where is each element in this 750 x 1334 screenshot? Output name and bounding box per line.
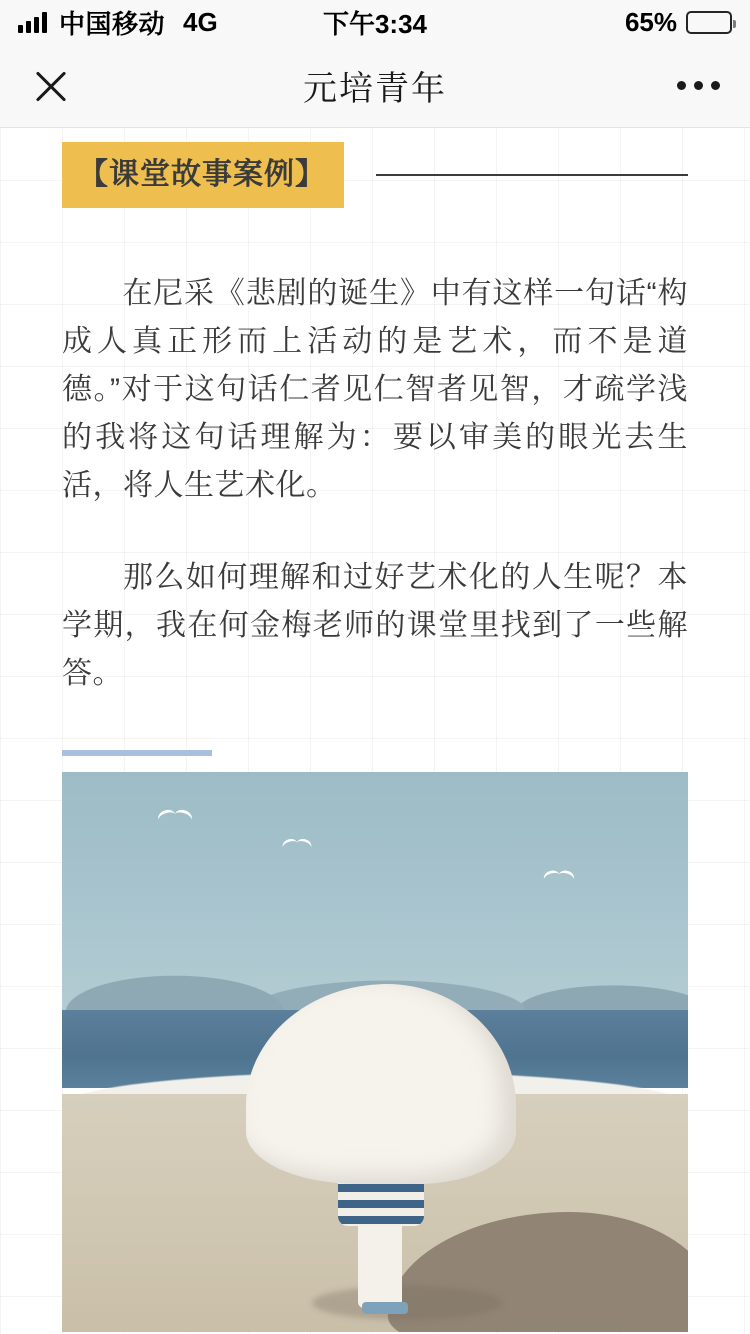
- beach-illustration: [62, 772, 688, 1332]
- status-bar-clock: 下午3:34: [322, 8, 428, 39]
- paragraph: [62, 554, 688, 698]
- seagull-icon: [158, 810, 192, 824]
- illustration-figure-legs: [358, 1216, 402, 1308]
- headline-rule: [376, 174, 688, 176]
- battery-percent-label: 65%: [624, 6, 677, 37]
- paragraph-text: 那么如何理解和过好艺术化的人生呢？本学期，我在何金梅老师的课堂里找到了一些解答。: [62, 561, 688, 690]
- seagull-icon: [544, 871, 575, 884]
- paragraph-text: 在尼采《悲剧的诞生》中有这样一句话“构成人真正形而上活动的是艺术，而不是道德。”对于这句话仁者见仁智者见智，才疏学浅的我将这句话理解为：要以审美的眼光去生活，将人生艺术化。: [62, 277, 688, 502]
- headline-row: [0, 142, 750, 208]
- network-type-label: 4G: [183, 6, 218, 37]
- illustration-canvas: [62, 772, 688, 1332]
- battery-icon: [686, 11, 732, 34]
- status-bar: [0, 0, 750, 44]
- seagull-icon: [283, 839, 312, 851]
- more-dots-icon[interactable]: [675, 71, 722, 100]
- close-icon[interactable]: [28, 63, 74, 109]
- carrier-label: 中国移动: [59, 8, 166, 39]
- headline-tag: 【课堂故事案例】: [62, 142, 344, 208]
- article-body[interactable]: [0, 128, 750, 1334]
- page-title: 元培青年: [303, 70, 447, 108]
- signal-bars-icon: [18, 11, 47, 33]
- navigation-bar: [0, 44, 750, 128]
- status-bar-right: [625, 7, 732, 38]
- status-bar-left: [18, 4, 218, 41]
- paragraph: [62, 270, 688, 510]
- section-divider: [62, 750, 212, 756]
